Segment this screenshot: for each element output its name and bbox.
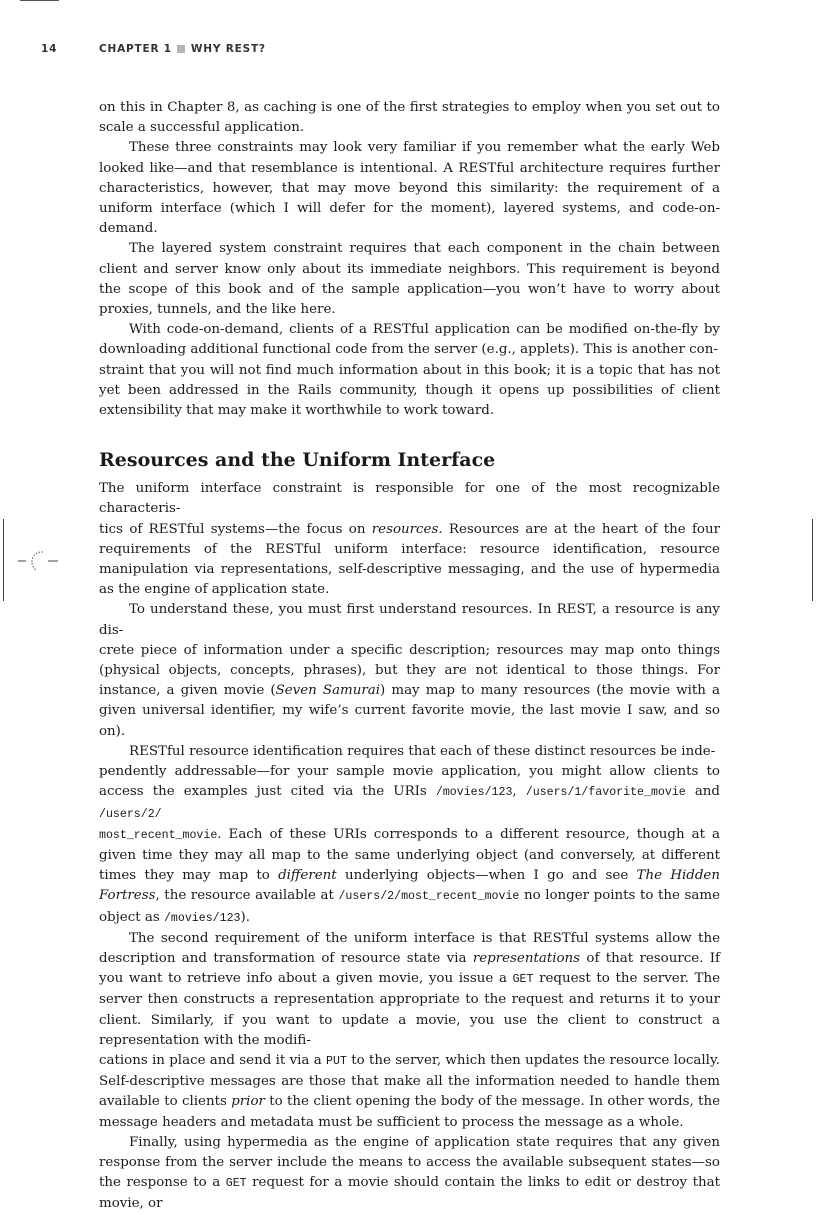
emphasis: prior: [231, 1094, 265, 1110]
text-run: These three constraints may look very familiar if you remember what the early Web looked like—and that resemblance is intentional. A RESTful architecture requires further characteristics, however, that may move beyond this similarity: the requirement of a uniform interface (which I will defer for the moment), layered systems, and code-on-demand.: [99, 140, 720, 237]
text-run: underlying objects—when I go and see: [336, 868, 637, 884]
code-method: GET: [225, 1177, 247, 1191]
paragraph: [99, 239, 720, 320]
paragraph: [99, 138, 720, 239]
code-uri: /users/1/favorite_movie: [525, 786, 686, 800]
text-run: RESTful resource identification requires that each of these distinct resources be inde-: [129, 743, 716, 759]
paragraph: [99, 98, 720, 138]
paragraph: [99, 479, 720, 600]
text-run: The uniform interface constraint is responsible for one of the most recognizable characteris-: [99, 481, 720, 517]
code-uri: /users/2/: [99, 807, 162, 821]
paragraph: [99, 1133, 720, 1215]
text-run: straint that you will not find much information about in this book; it is a topic that has not yet been addressed in the Rails community, though it opens up possibilities of client extensibility that may make it worthwhile to work toward.: [99, 362, 720, 419]
paragraph: [99, 929, 720, 1133]
section-heading: Resources and the Uniform Interface: [99, 449, 496, 472]
chapter-number: CHAPTER 1: [99, 43, 172, 55]
registration-mark-icon: [18, 549, 62, 573]
page-number: 14: [41, 43, 58, 55]
running-head: [41, 43, 741, 59]
code-method: PUT: [326, 1054, 347, 1068]
paragraph: [99, 600, 720, 741]
paragraph: [99, 742, 720, 929]
code-method: GET: [512, 973, 534, 987]
text-run: no longer points to the same object as: [99, 888, 720, 925]
text-run: To understand these, you must first understand resources. In REST, a resource is any dis-: [99, 602, 720, 638]
text-run: ,: [512, 784, 526, 800]
text-run: request to the server. The server then constructs a representation appropriate to the request and returns it to your client. Similarly, if you want to update a movie, you use the client to construct a representation with the modifi-: [99, 971, 720, 1048]
code-uri: /users/2/most_recent_movie: [338, 890, 520, 904]
text-run: . Resources are at the heart of the four requirements of the RESTful uniform interface: resource identification, resource manipulation via representations, self-descriptive messaging, and the use of hypermedia as the engine of application state.: [99, 521, 720, 598]
text-run: cations in place and send it via a: [99, 1052, 327, 1068]
emphasis: Seven Samurai: [275, 683, 381, 699]
text-run: of that resource. If you want to retrieve info about a given movie, you issue a: [99, 950, 721, 987]
text-run: pendently addressable—for your sample movie application, you might allow clients to access the examples just cited via the URIs: [99, 764, 720, 800]
text-run: crete piece of information under a specific description; resources may map onto things (physical objects, concepts, phrases), but they are not identical to those things. For instance, a given movie (: [99, 642, 720, 699]
emphasis: The Hidden Fortress: [99, 868, 720, 904]
text-run: . Each of these URIs corresponds to a different resource, though at a given time they may all map to the same underlying object (and conversely, at different times they may map to: [99, 826, 720, 884]
text-run: and: [685, 784, 721, 800]
text-run: The second requirement of the uniform interface is that RESTful systems allow the description and transformation of resource state via: [99, 930, 720, 966]
code-uri: /movies/123: [435, 786, 513, 800]
text-run: Finally, using hypermedia as the engine of application state requires that any given response from the server include the means to access the available subsequent states—so the response to a: [99, 1134, 720, 1191]
chapter-title: WHY REST?: [190, 43, 266, 55]
text-run: on this in Chapter 8, as caching is one of the first strategies to employ when you set out to scale a successful application.: [99, 100, 720, 136]
text-run: The layered system constraint requires that each component in the chain between client and server know only about its immediate neighbors. This requirement is beyond the scope of this book and of the sample application—you won’t have to worry about proxies, tunnels, and the like here.: [99, 241, 720, 318]
text-run: ).: [240, 909, 250, 925]
emphasis: different: [278, 868, 337, 884]
body-text: [99, 98, 720, 1215]
emphasis: resources: [371, 521, 439, 537]
separator-square-icon: [177, 45, 185, 53]
text-run: With code-on-demand, clients of a RESTful application can be modified on-the-fly by downloading additional functional code from the server (e.g., applets). This is another con-: [99, 322, 720, 358]
crop-line-right: [812, 519, 813, 601]
code-uri: /movies/123: [163, 911, 241, 925]
code-uri: most_recent_movie: [99, 828, 218, 842]
chapter-label: [99, 43, 266, 55]
text-run: , the resource available at: [155, 888, 339, 904]
text-run: tics of RESTful systems—the focus on: [99, 521, 372, 537]
text-run: to the client opening the body of the message. In other words, the message headers and metadata must be sufficient to process the message as a whole.: [99, 1094, 720, 1130]
paragraph: [99, 320, 720, 421]
crop-line-left: [3, 519, 4, 601]
crop-mark-top: [20, 0, 59, 1]
text-run: request for a movie should contain the links to edit or destroy that movie, or: [99, 1175, 721, 1212]
text-run: ) may map to many resources (the movie with a given universal identifier, my wife’s current favorite movie, the last movie I saw, and so on).: [99, 683, 721, 739]
emphasis: representations: [472, 950, 581, 966]
text-run: to the server, which then updates the resource locally. Self-descriptive messages are those that make all the information needed to handle them available to clients: [99, 1052, 721, 1110]
